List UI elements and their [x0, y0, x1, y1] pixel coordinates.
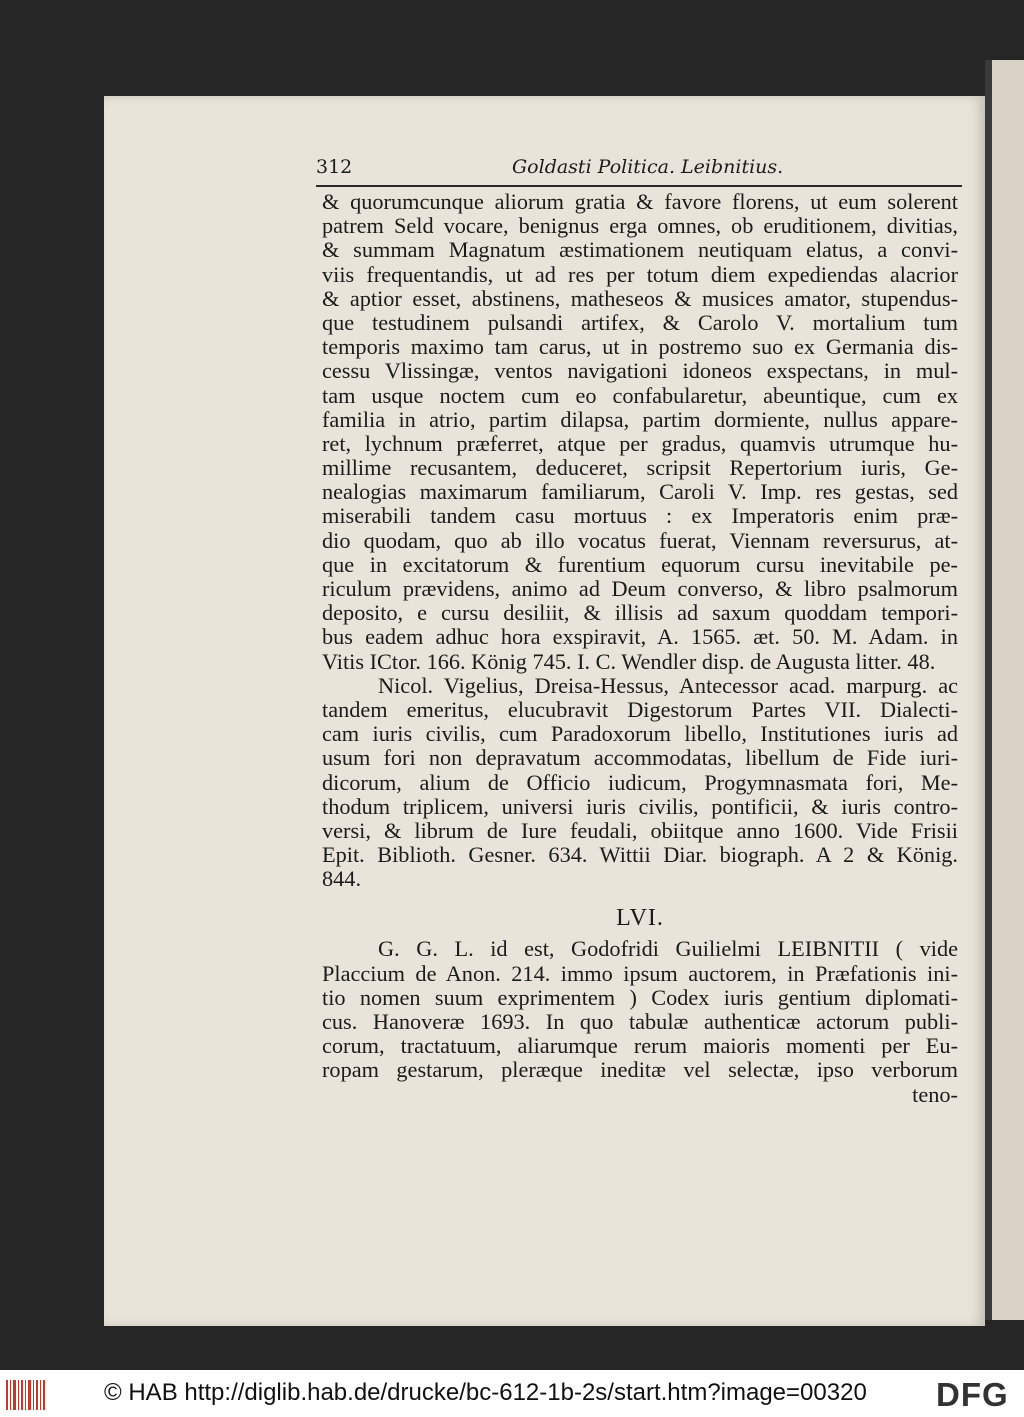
text-line: temporis maximo tam carus, ut in postremo suo ex Germania dis-	[322, 334, 958, 360]
text-line: cus. Hanoveræ 1693. In quo tabulæ authenticæ actorum publi-	[322, 1009, 958, 1034]
paragraph-2	[322, 674, 958, 892]
text-line: patrem Seld vocare, benignus erga omnes, ob eruditionem, divitias,	[322, 213, 958, 239]
text-line: 844.	[322, 866, 362, 892]
book-board-edge	[985, 60, 1024, 1320]
text-line: dio quodam, quo ab illo vocatus fuerat, Viennam reversurus, at-	[322, 527, 958, 553]
header-rule	[316, 185, 962, 187]
text-line: G. G. L. id est, Godofridi Guilielmi LEIBNITII ( vide	[378, 936, 958, 962]
text-line: corum, tractatuum, aliarumque rerum maioris momenti per Eu-	[322, 1033, 958, 1059]
text-line: ropam gestarum, pleræque ineditæ vel selectæ, ipso verborum	[322, 1057, 958, 1083]
text-line: Placcium de Anon. 214. immo ipsum auctorem, in Præfationis ini-	[322, 960, 958, 986]
page-number: 312	[316, 156, 353, 178]
text-line: usum fori non depravatum accommodatas, libellum de Fide iuri-	[322, 745, 958, 771]
dfg-logo: DFG	[936, 1376, 1009, 1413]
text-line: Nicol. Vigelius, Dreisa-Hessus, Antecessor acad. marpurg. ac	[378, 672, 958, 698]
text-line: ret, lychnum præferret, atque per gradus, quamvis utrumque hu-	[322, 430, 958, 456]
text-line: cessu Vlissingæ, ventos navigationi idoneos exspectans, in mul-	[322, 358, 958, 384]
barcode-icon	[6, 1380, 46, 1410]
viewer-footer	[0, 1370, 1024, 1417]
text-line: viis frequentandis, ut ad res per totum diem expediendas alacrior	[322, 261, 958, 287]
paragraph-1	[322, 190, 958, 674]
text-line: que in excitatorum & furentium equorum cursu inevitabile pe-	[322, 551, 958, 577]
catchword: teno-	[912, 1081, 958, 1107]
text-line: familia in atrio, partim dilapsa, partim dormiente, nullus appare-	[322, 406, 958, 432]
text-line: dicorum, alium de Officio iudicum, Progymnasmata fori, Me-	[322, 769, 958, 795]
text-line: & summam Magnatum æstimationem neutiquam elatus, a convi-	[322, 237, 958, 263]
text-line: Vitis ICtor. 166. König 745. I. C. Wendler disp. de Augusta litter. 48.	[322, 648, 936, 674]
page-text	[322, 190, 958, 1107]
running-head: Goldasti Politica. Leibnitius.	[512, 156, 784, 178]
text-line: tio nomen suum exprimentem ) Codex iuris gentium diplomati-	[322, 984, 958, 1010]
text-line: millime recusantem, deduceret, scripsit Repertorium iuris, Ge-	[322, 455, 958, 481]
text-line: thodum triplicem, universi iuris civilis, pontificii, & iuris contro-	[322, 793, 958, 819]
text-line: tandem emeritus, elucubravit Digestorum Partes VII. Dialecti-	[322, 696, 958, 722]
text-line: riculum prævidens, animo ad Deum converso, & libro psalmorum	[322, 576, 958, 601]
text-line: bus eadem adhuc hora exspiravit, A. 1565. æt. 50. M. Adam. in	[322, 624, 958, 650]
text-line: deposito, e cursu desiliit, & illisis ad saxum quoddam tempori-	[322, 600, 958, 626]
section-heading: LVI.	[616, 905, 664, 932]
text-line: Epit. Biblioth. Gesner. 634. Wittii Diar. biograph. A 2 & König.	[322, 842, 958, 868]
text-line: versi, & librum de Iure feudali, obiitque anno 1600. Vide Frisii	[322, 817, 958, 843]
text-line: cam iuris civilis, cum Paradoxorum libello, Institutiones iuris ad	[322, 721, 958, 747]
text-line: & quorumcunque aliorum gratia & favore florens, ut eum solerent	[322, 189, 958, 214]
paragraph-3	[322, 937, 958, 1082]
copyright-link[interactable]: © HAB http://diglib.hab.de/drucke/bc-612-1b-2s/start.htm?image=00320	[104, 1379, 867, 1406]
text-line: que testudinem pulsandi artifex, & Carolo V. mortalium tum	[322, 309, 958, 335]
text-line: tam usque noctem cum eo confabularetur, abeuntique, cum ex	[322, 382, 958, 408]
text-line: miserabili tandem casu mortuus : ex Imperatoris enim præ-	[322, 503, 958, 529]
text-line: nealogias maximarum familiarum, Caroli V. Imp. res gestas, sed	[322, 479, 958, 505]
text-line: & aptior esset, abstinens, matheseos & musices amator, stupendus-	[322, 285, 958, 311]
page-header	[316, 156, 962, 184]
